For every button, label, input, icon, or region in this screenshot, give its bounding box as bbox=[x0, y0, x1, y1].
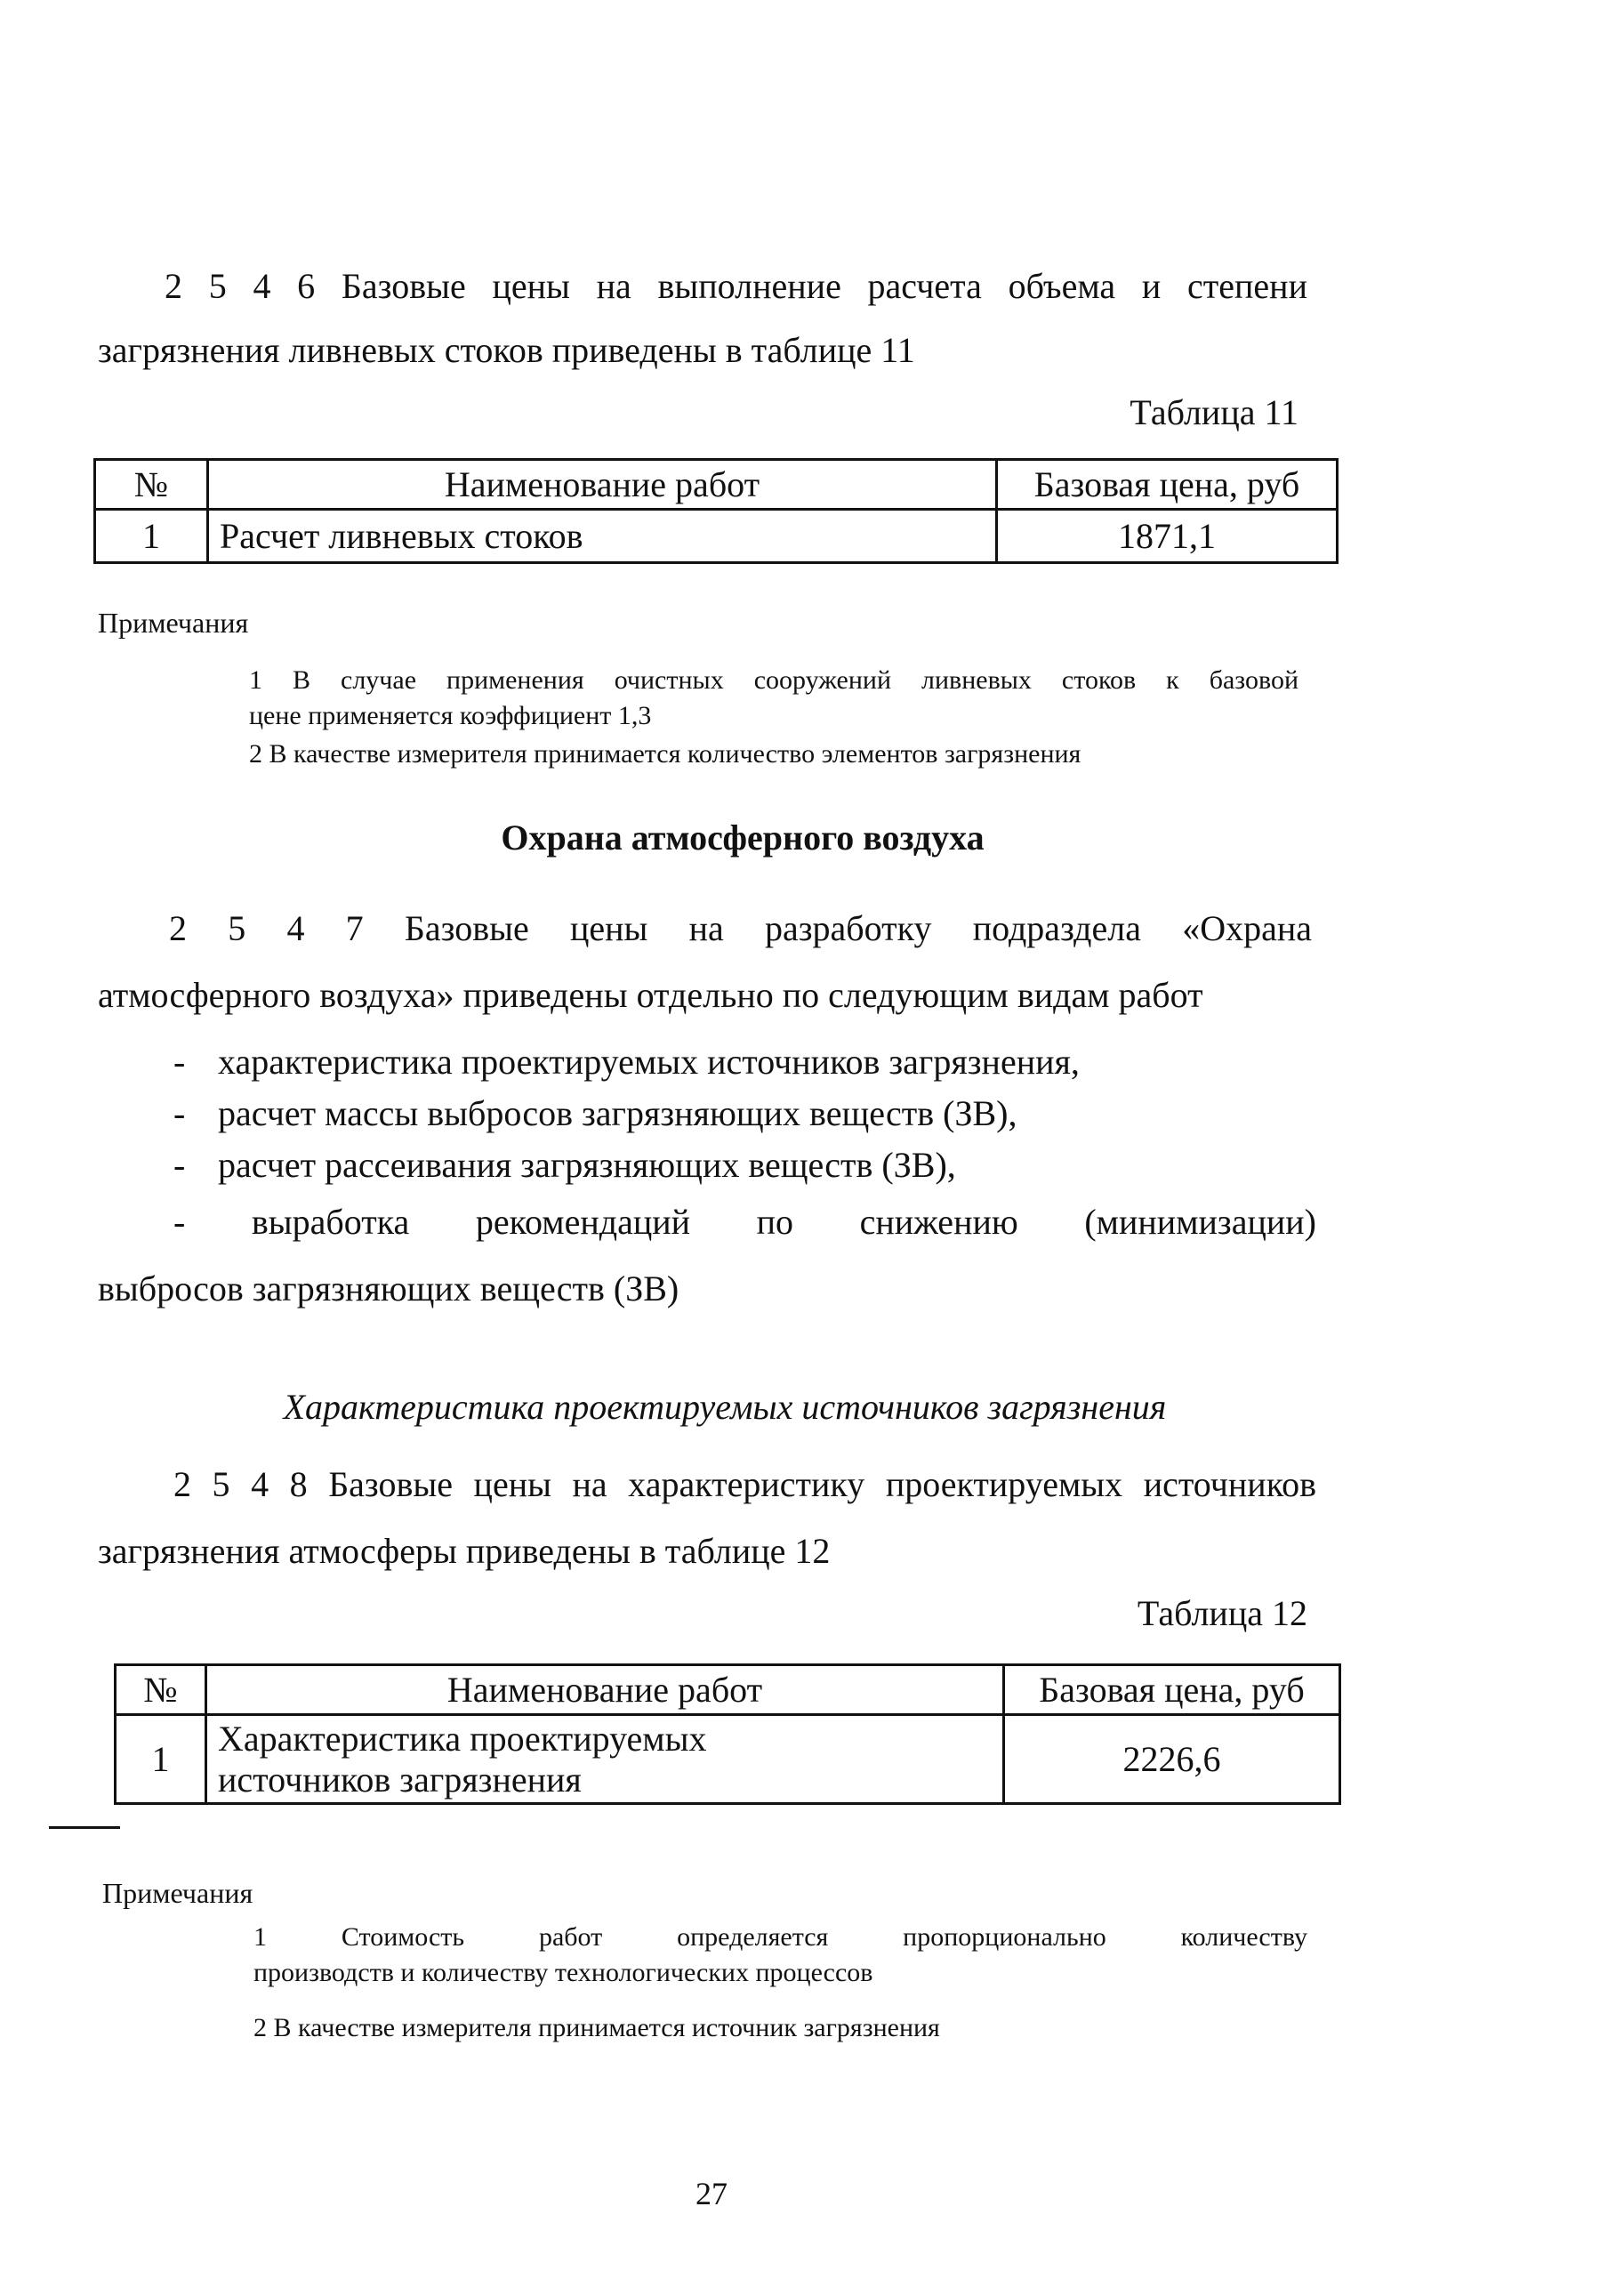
table-12 bbox=[114, 1663, 1341, 1805]
list-item-last-line1: - выработка рекомендаций по снижению (минимизации) bbox=[173, 1202, 1316, 1242]
column-header-number: № bbox=[95, 460, 208, 510]
note-2: 2 В качестве измерителя принимается количество элементов загрязнения bbox=[249, 739, 1081, 769]
note-4: 2 В качестве измерителя принимается источник загрязнения bbox=[253, 2013, 940, 2042]
list-item-text: расчет массы выбросов загрязняющих веществ (ЗВ), bbox=[218, 1093, 1017, 1133]
note-3-line1: 1 Стоимость работ определяется пропорционально количеству bbox=[253, 1922, 1307, 1952]
cell-work-name: Характеристика проектируемых источников загрязнения bbox=[206, 1715, 1004, 1804]
paragraph-2546-line1: 2 5 4 6 Базовые цены на выполнение расчета объема и степени bbox=[165, 266, 1307, 306]
column-header-work-name: Наименование работ bbox=[206, 1665, 1004, 1715]
column-header-base-price: Базовая цена, руб bbox=[1004, 1665, 1340, 1715]
paragraph-2548-line2: загрязнения атмосферы приведены в таблице 12 bbox=[98, 1531, 831, 1571]
section-heading-sources: Характеристика проектируемых источников загрязнения bbox=[283, 1387, 1167, 1427]
list-item-last-line2: выбросов загрязняющих веществ (ЗВ) bbox=[98, 1268, 679, 1309]
paragraph-2546-line2: загрязнения ливневых стоков приведены в таблице 11 bbox=[98, 330, 915, 370]
column-header-work-name: Наименование работ bbox=[208, 460, 997, 510]
cell-number: 1 bbox=[95, 510, 208, 563]
table-row bbox=[95, 510, 1338, 563]
list-item-text: характеристика проектируемых источников загрязнения, bbox=[218, 1042, 1080, 1082]
section-heading-air: Охрана атмосферного воздуха bbox=[501, 817, 985, 858]
table-header-row bbox=[116, 1665, 1340, 1715]
table-11-caption: Таблица 11 bbox=[1130, 392, 1298, 432]
table-header-row bbox=[95, 460, 1338, 510]
paragraph-2548-line1: 2 5 4 8 Базовые цены на характеристику проектируемых источников bbox=[173, 1464, 1316, 1504]
cell-work-name: Расчет ливневых стоков bbox=[208, 510, 997, 563]
note-1-line2: цене применяется коэффициент 1,3 bbox=[249, 701, 652, 730]
work-types-list bbox=[173, 1041, 1330, 1196]
column-header-base-price: Базовая цена, руб bbox=[997, 460, 1338, 510]
scan-line-artifact bbox=[49, 1826, 120, 1829]
cell-number: 1 bbox=[116, 1715, 206, 1804]
paragraph-2547-line2: атмосферного воздуха» приведены отдельно по следующим видам работ bbox=[98, 975, 1203, 1015]
notes-title-2: Примечания bbox=[102, 1877, 253, 1909]
note-1-line1: 1 В случае применения очистных сооружений ливневых стоков к базовой bbox=[249, 665, 1298, 695]
list-item: - расчет рассеивания загрязняющих веществ (ЗВ), bbox=[173, 1145, 956, 1185]
note-3-line2: производств и количеству технологических процессов bbox=[253, 1958, 873, 1987]
table-row bbox=[116, 1715, 1340, 1804]
page-number: 27 bbox=[695, 2176, 728, 2211]
list-item-text: расчет рассеивания загрязняющих веществ (ЗВ), bbox=[218, 1145, 956, 1185]
notes-title-1: Примечания bbox=[98, 607, 249, 639]
list-item: - расчет массы выбросов загрязняющих веществ (ЗВ), bbox=[173, 1093, 1017, 1133]
table-12-caption: Таблица 12 bbox=[1137, 1593, 1307, 1633]
list-item: - характеристика проектируемых источников загрязнения, bbox=[173, 1042, 1080, 1082]
column-header-number: № bbox=[116, 1665, 206, 1715]
paragraph-2547-line1: 2 5 4 7 Базовые цены на разработку подраздела «Охрана bbox=[169, 908, 1312, 948]
cell-base-price: 1871,1 bbox=[997, 510, 1338, 563]
cell-base-price: 2226,6 bbox=[1004, 1715, 1340, 1804]
table-11 bbox=[93, 458, 1339, 564]
